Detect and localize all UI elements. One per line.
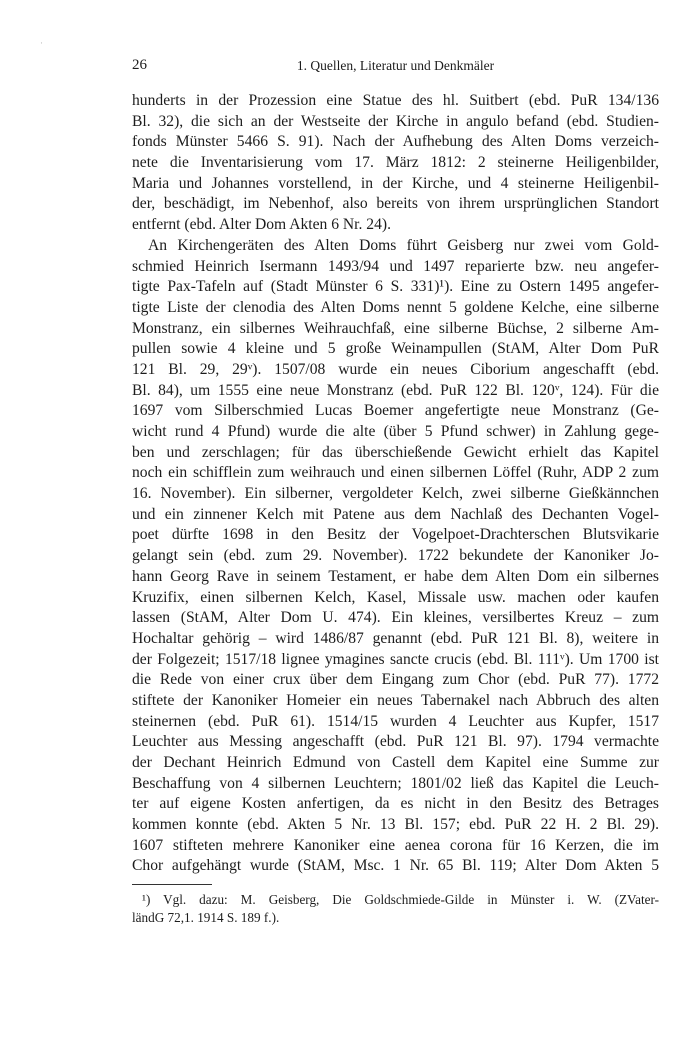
text-line: Chor aufgehängt wurde (StAM, Msc. 1 Nr. 65 Bl. 119; Alter Dom Akten 5 [132,857,659,875]
footnote-line: ländG 72,1. 1914 S. 189 f.). [132,910,280,925]
text-line: und ein zinnener Kelch mit Patene aus dem Nachlaß des Dechanten Vogel- [132,505,659,523]
text-line: Maria und Johannes vorstellend, in der Kirche, und 4 steinerne Heiligenbil- [132,174,659,192]
text-line: der Folgezeit; 1517/18 lignee ymagines sancte crucis (ebd. Bl. 111ᵛ). Um 1700 ist [132,650,659,668]
text-line: 1607 stifteten mehrere Kanoniker eine aenea corona für 16 Kerzen, die im [132,836,659,854]
text-line: noch ein schifflein zum weihrauch und einen silbernen Löffel (Ruhr, ADP 2 zum [132,464,659,482]
footnote-rule [132,884,212,885]
text-line: stiftete der Kanoniker Homeier ein neues Tabernakel nach Abbruch des alten [132,691,659,709]
text-line: tigte Liste der clenodia des Alten Doms nennt 5 goldene Kelche, eine silberne [132,298,659,316]
page-number: 26 [132,57,147,73]
text-line: lassen (StAM, Alter Dom U. 474). Ein kleines, versilbertes Kreuz – zum [132,609,659,627]
text-line: der, beschädigt, im Nebenhof, also bereits von ihrem ursprünglichen Standort [132,195,659,213]
body-text [132,91,659,877]
text-line: poet dürfte 1698 in den Besitz der Vogelpoet-Drachterschen Blutsvikarie [132,526,659,544]
text-line: pullen sowie 4 kleine und 5 große Weinampullen (StAM, Alter Dom PuR [132,340,659,358]
text-line: Monstranz, ein silbernes Weihrauchfaß, eine silberne Büchse, 2 silberne Am- [132,319,659,337]
text-line: ben und zerschlagen; für das überschießende Gewicht erhielt das Kapitel [132,443,659,461]
text-line: die Rede von einer crux über dem Eingang zum Chor (ebd. PuR 77). 1772 [132,671,659,689]
text-line: tigte Pax-Tafeln auf (Stadt Münster 6 S. 331)¹). Eine zu Ostern 1495 angefer- [132,278,659,296]
text-line: fonds Münster 5466 S. 91). Nach der Aufhebung des Alten Doms verzeich- [132,133,659,151]
text-line: steinernen (ebd. PuR 61). 1514/15 wurden 4 Leuchter aus Kupfer, 1517 [132,712,659,730]
text-line: schmied Heinrich Isermann 1493/94 und 1497 reparierte bzw. neu angefer- [132,257,659,275]
text-line: Bl. 84), um 1555 eine neue Monstranz (ebd. PuR 122 Bl. 120ᵛ, 124). Für die [132,381,659,399]
text-line: der Dechant Heinrich Edmund von Castell dem Kapitel eine Summe zur [132,754,659,771]
page-header [132,57,659,77]
text-line: An Kirchengeräten des Alten Doms führt Geisberg nur zwei vom Gold- [148,236,659,254]
text-line: 121 Bl. 29, 29ᵛ). 1507/08 wurde ein neues Ciborium angeschafft (ebd. [132,360,659,378]
text-line: 1697 vom Silberschmied Lucas Boemer angefertigte neue Monstranz (Ge- [132,402,659,420]
text-line: entfernt (ebd. Alter Dom Akten 6 Nr. 24). [132,216,391,234]
text-line: hunderts in der Prozession eine Statue des hl. Suitbert (ebd. PuR 134/136 [132,92,659,109]
scan-corner-mark: · [40,38,43,48]
text-line: Leuchter aus Messing angeschafft (ebd. PuR 121 Bl. 97). 1794 vermachte [132,733,659,751]
text-line: hann Georg Rave in seinem Testament, er habe dem Alten Dom ein silbernes [132,567,659,585]
text-line: Hochaltar gehörig – wird 1486/87 genannt (ebd. PuR 121 Bl. 8), weitere in [132,629,659,647]
text-line: Kruzifix, einen silbernen Kelch, Kasel, Missale usw. machen oder kaufen [132,588,659,606]
text-line: 16. November). Ein silberner, vergoldeter Kelch, zwei silberne Gießkännchen [132,485,659,503]
text-line: wicht rund 4 Pfund) wurde die alte (über 5 Pfund schwer) in Zahlung gege- [132,423,659,440]
text-line: gelangt sein (ebd. zum 29. November). 1722 bekundete der Kanoniker Jo- [132,547,659,565]
text-line: Beschaffung von 4 silbernen Leuchtern; 1801/02 ließ das Kapitel die Leuch- [132,774,659,792]
running-head: 1. Quellen, Literatur und Denkmäler [296,58,495,73]
text-line: ter auf eigene Kosten anfertigen, da es nicht in den Besitz des Betrages [132,795,659,813]
footnote [132,891,659,927]
footnote-line: ¹) Vgl. dazu: M. Geisberg, Die Goldschmiede-Gilde in Münster i. W. (ZVater- [142,892,659,907]
text-line: kommen konnte (ebd. Akten 5 Nr. 13 Bl. 157; ebd. PuR 22 H. 2 Bl. 29). [132,816,659,834]
text-line: Bl. 32), die sich an der Westseite der Kirche in angulo befand (ebd. Studien- [132,112,659,130]
text-line: nete die Inventarisierung vom 17. März 1812: 2 steinerne Heiligenbilder, [132,154,659,172]
